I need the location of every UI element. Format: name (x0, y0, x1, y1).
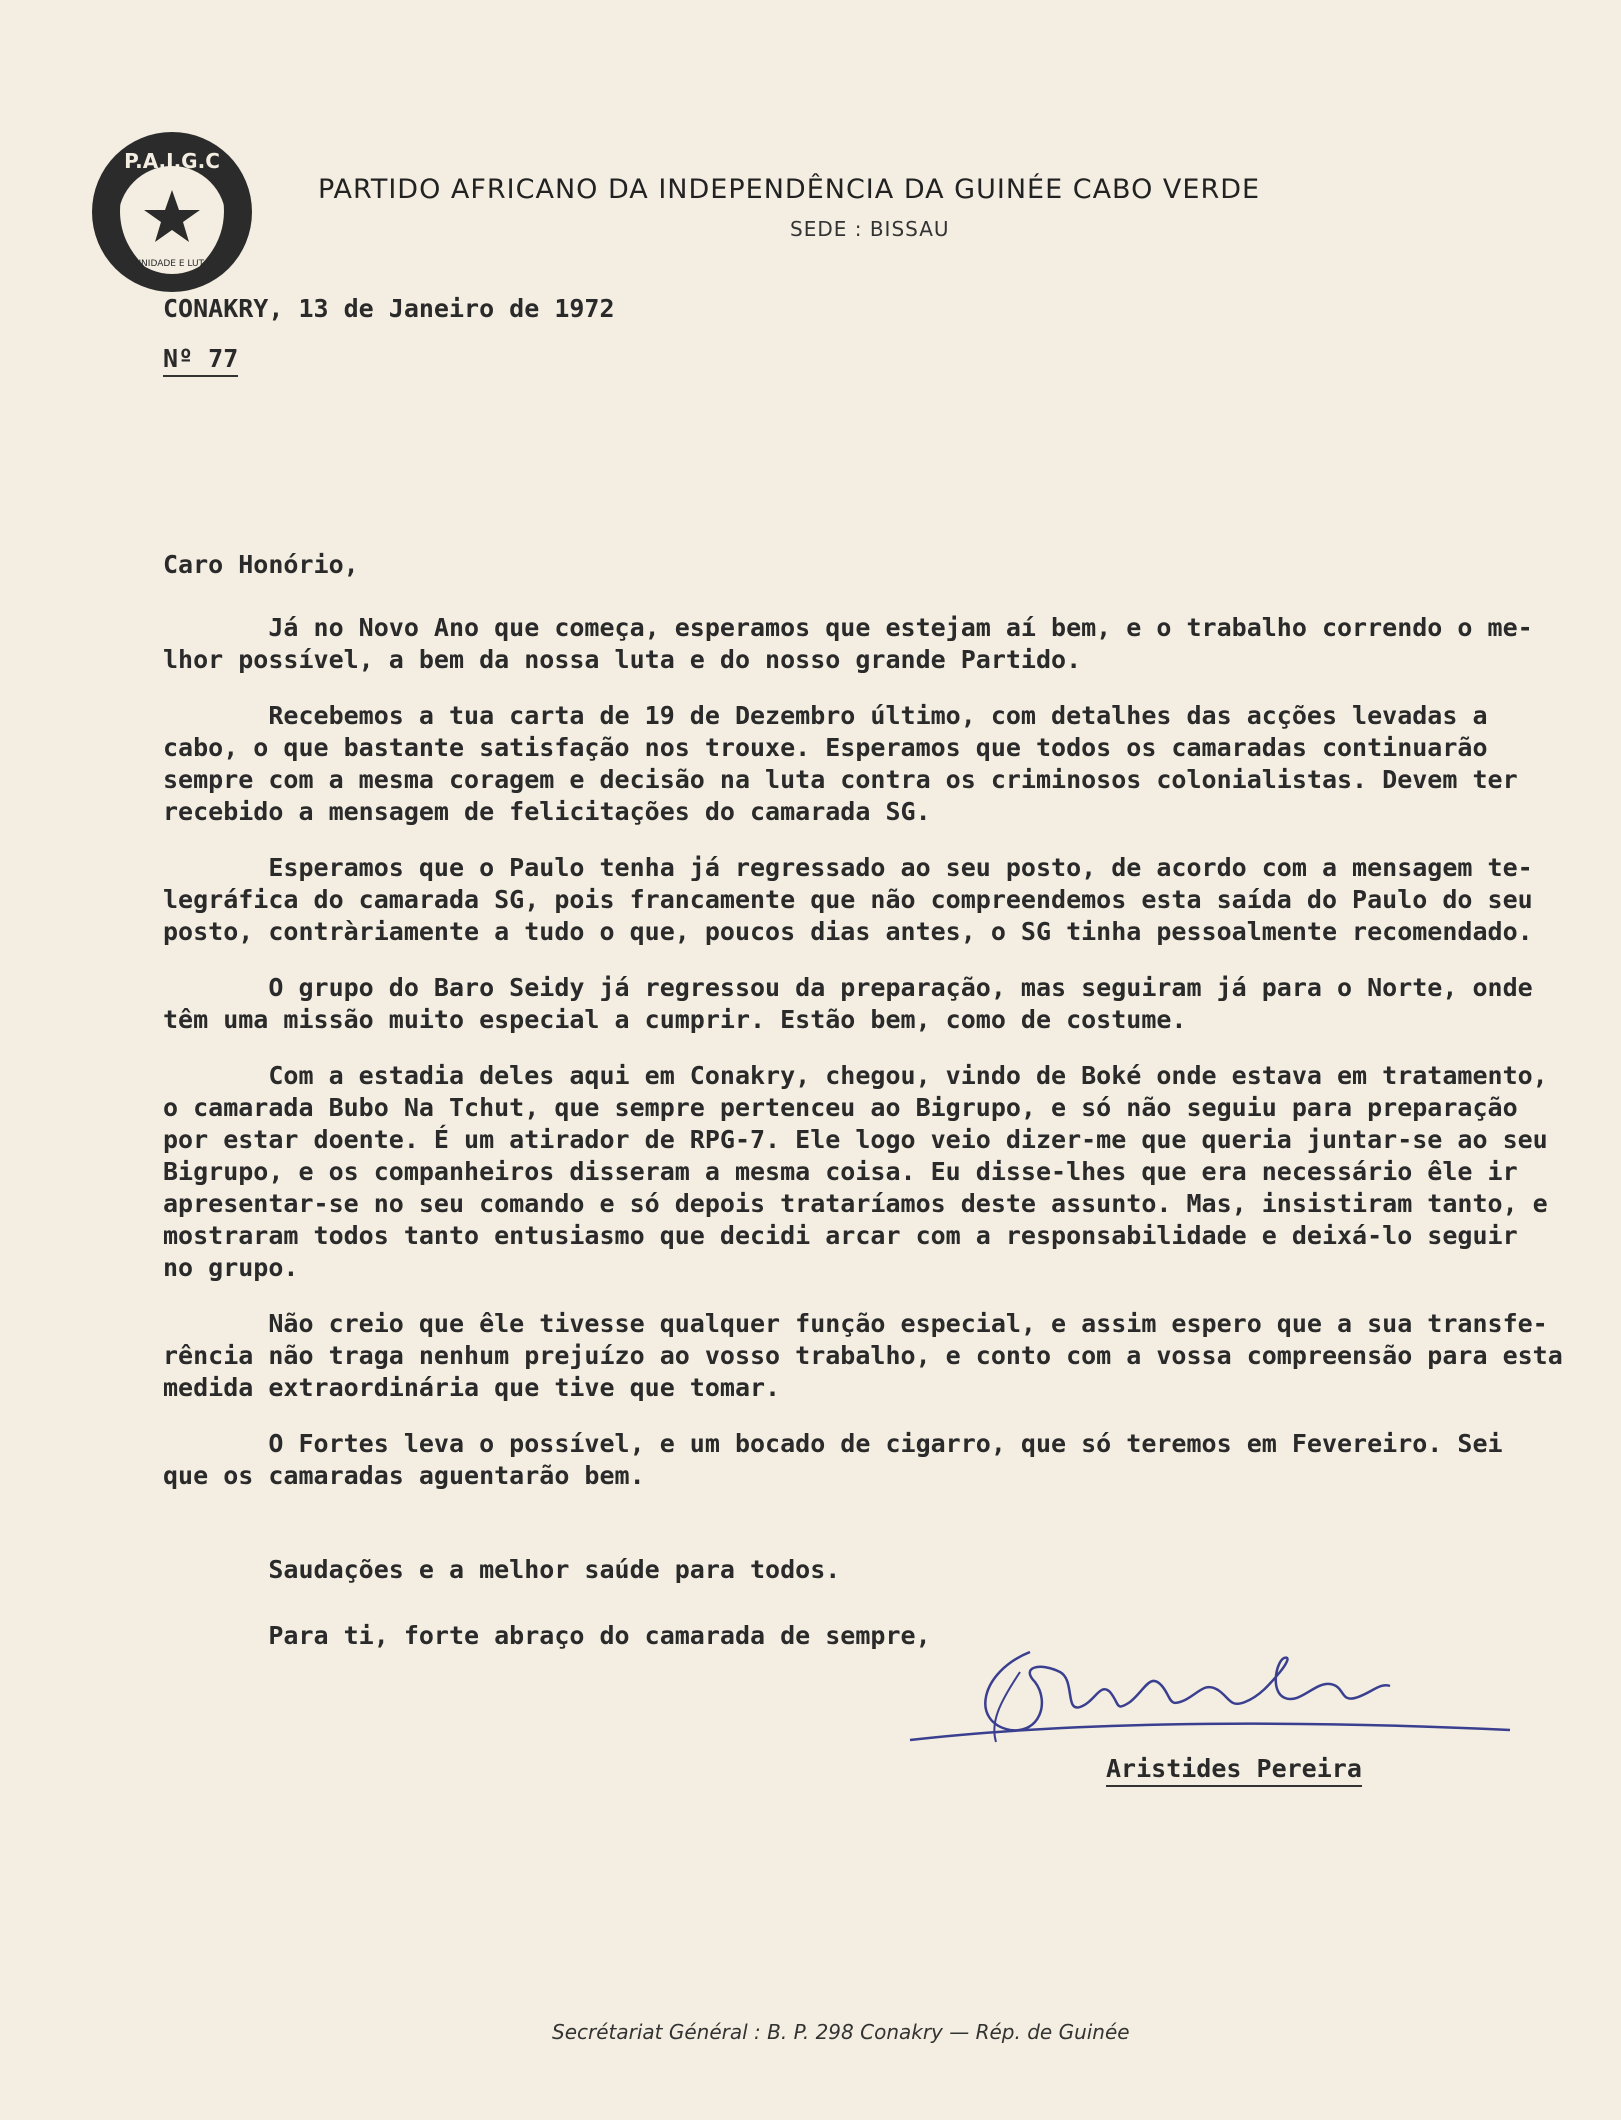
text-line: sempre com a mesma coragem e decisão na luta contra os criminosos colonialistas. Devem ter (163, 765, 1518, 794)
organization-name: PARTIDO AFRICANO DA INDEPENDÊNCIA DA GUINÉE CABO VERDE (318, 174, 1261, 205)
salutation: Caro Honório, (163, 550, 359, 579)
text-line: cabo, o que bastante satisfação nos trouxe. Esperamos que todos os camaradas continuarão (163, 733, 1488, 762)
paragraph (163, 972, 1613, 1036)
text-line: têm uma missão muito especial a cumprir. Estão bem, como de costume. (163, 1005, 1187, 1034)
footer-address: Secrétariat Général : B. P. 298 Conakry — Rép. de Guinée (552, 2020, 1130, 2044)
text-line: no grupo. (163, 1253, 299, 1282)
text-line: Não creio que êle tivesse qualquer função especial, e assim espero que a sua transfe- (163, 1309, 1548, 1338)
svg-text:UNIDADE E LUTA: UNIDADE E LUTA (134, 259, 210, 269)
text-line: mostraram todos tanto entusiasmo que decidi arcar com a responsabilidade e deixá-lo seguir (163, 1221, 1518, 1250)
text-line: que os camaradas aguentarão bem. (163, 1461, 645, 1490)
text-line: Já no Novo Ano que começa, esperamos que estejam aí bem, e o trabalho correndo o me- (163, 613, 1533, 642)
organization-seat: SEDE : BISSAU (790, 217, 950, 241)
paragraph (163, 1308, 1613, 1404)
text-line: por estar doente. É um atirador de RPG-7. Ele logo veio dizer-me que queria juntar-se ao seu (163, 1125, 1548, 1154)
text-line: O grupo do Baro Seidy já regressou da preparação, mas seguiram já para o Norte, onde (163, 973, 1533, 1002)
svg-text:P.A.I.G.C: P.A.I.G.C (124, 149, 220, 173)
signer-name: Aristides Pereira (1106, 1754, 1362, 1787)
text-line: Bigrupo, e os companheiros disseram a mesma coisa. Eu disse-lhes que era necessário êle ir (163, 1157, 1518, 1186)
letter-date: CONAKRY, 13 de Janeiro de 1972 (163, 294, 615, 323)
text-line: medida extraordinária que tive que tomar. (163, 1373, 781, 1402)
paragraph (163, 700, 1613, 828)
text-line: Com a estadia deles aqui em Conakry, chegou, vindo de Boké onde estava em tratamento, (163, 1061, 1548, 1090)
paragraph (163, 1428, 1613, 1492)
text-line: O Fortes leva o possível, e um bocado de cigarro, que só teremos em Fevereiro. Sei (163, 1429, 1503, 1458)
text-line: rência não traga nenhum prejuízo ao vosso trabalho, e conto com a vossa compreensão para esta (163, 1341, 1563, 1370)
handwritten-signature (900, 1612, 1520, 1762)
letter-number: Nº 77 (163, 344, 238, 377)
closing-greeting: Saudações e a melhor saúde para todos. (163, 1555, 841, 1584)
paragraph (163, 852, 1613, 948)
text-line: lhor possível, a bem da nossa luta e do nosso grande Partido. (163, 645, 1082, 674)
paigc-seal-logo (88, 128, 256, 296)
paragraph (163, 1060, 1613, 1284)
text-line: Esperamos que o Paulo tenha já regressado ao seu posto, de acordo com a mensagem te- (163, 853, 1533, 882)
text-line: posto, contràriamente a tudo o que, poucos dias antes, o SG tinha pessoalmente recomendado. (163, 917, 1533, 946)
text-line: legráfica do camarada SG, pois francamente que não compreendemos esta saída do Paulo do seu (163, 885, 1533, 914)
paragraph (163, 612, 1613, 676)
text-line: o camarada Bubo Na Tchut, que sempre pertenceu ao Bigrupo, e só não seguiu para preparação (163, 1093, 1518, 1122)
text-line: recebido a mensagem de felicitações do camarada SG. (163, 797, 931, 826)
letter-body (163, 612, 1613, 1516)
closing-embrace: Para ti, forte abraço do camarada de sempre, (163, 1621, 931, 1650)
text-line: Recebemos a tua carta de 19 de Dezembro último, com detalhes das acções levadas a (163, 701, 1488, 730)
text-line: apresentar-se no seu comando e só depois trataríamos deste assunto. Mas, insistiram tanto, e (163, 1189, 1548, 1218)
